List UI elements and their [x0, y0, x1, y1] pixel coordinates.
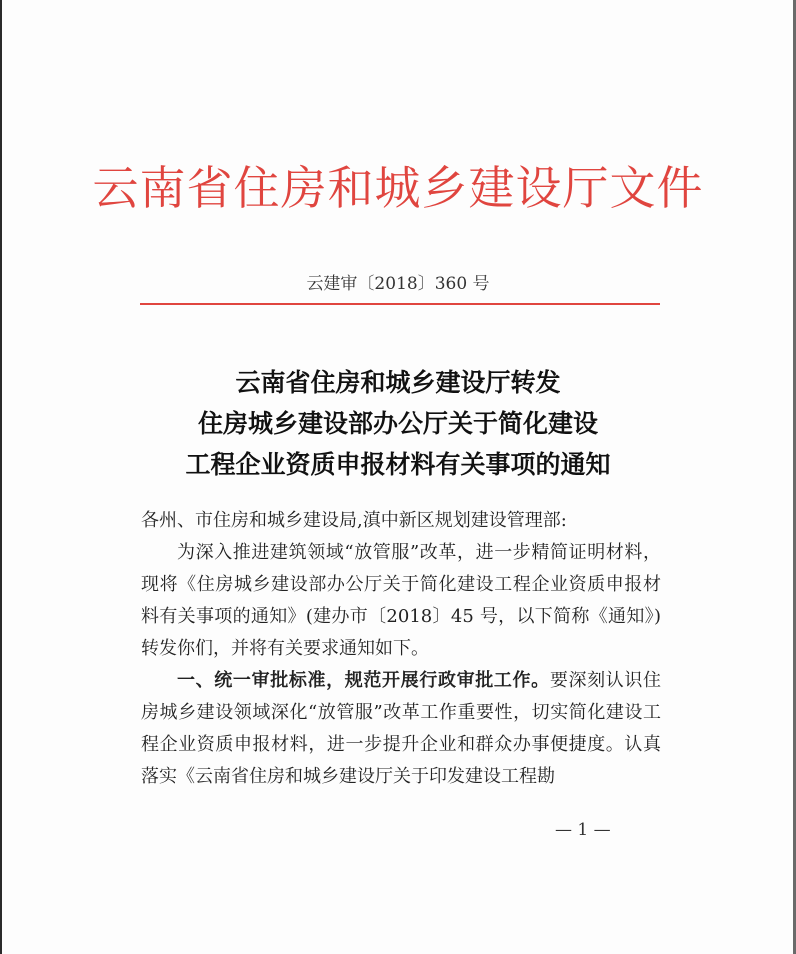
section-1 [141, 665, 661, 793]
title-line-3: 工程企业资质申报材料有关事项的通知 [185, 450, 611, 479]
body-text [141, 505, 661, 793]
document-number: 云建审〔2018〕360 号 [306, 274, 490, 294]
section-1-heading: 一、统一审批标准，规范开展行政审批工作。 [177, 670, 550, 691]
red-divider-line [140, 303, 660, 305]
section-1-text: 要深刻认识住房城乡建设领域深化“放管服”改革工作重要性，切实简化建设工程企业资质申报材料，进一步提升企业和群众办事便捷度。认真落实《云南省住房和城乡建设厅关于印发建设工程勘 [141, 670, 662, 787]
addressee: 各州、市住房和城乡建设局,滇中新区规划建设管理部: [141, 510, 567, 531]
agency-header-title: 云南省住房和城乡建设厅文件 [92, 161, 704, 215]
title-line-1: 云南省住房和城乡建设厅转发 [235, 368, 561, 397]
notice-title [0, 362, 796, 485]
paragraph-1: 为深入推进建筑领域“放管服”改革，进一步精简证明材料，现将《住房城乡建设部办公厅关于简化建设工程企业资质申报材料有关事项的通知》(建办市〔2018〕45 号，以下简称《通知》) 转发你们，并将有关要求通知如下。 [141, 542, 661, 659]
title-line-2: 住房城乡建设部办公厅关于简化建设 [197, 409, 598, 438]
page-number: — 1 — [555, 820, 611, 840]
